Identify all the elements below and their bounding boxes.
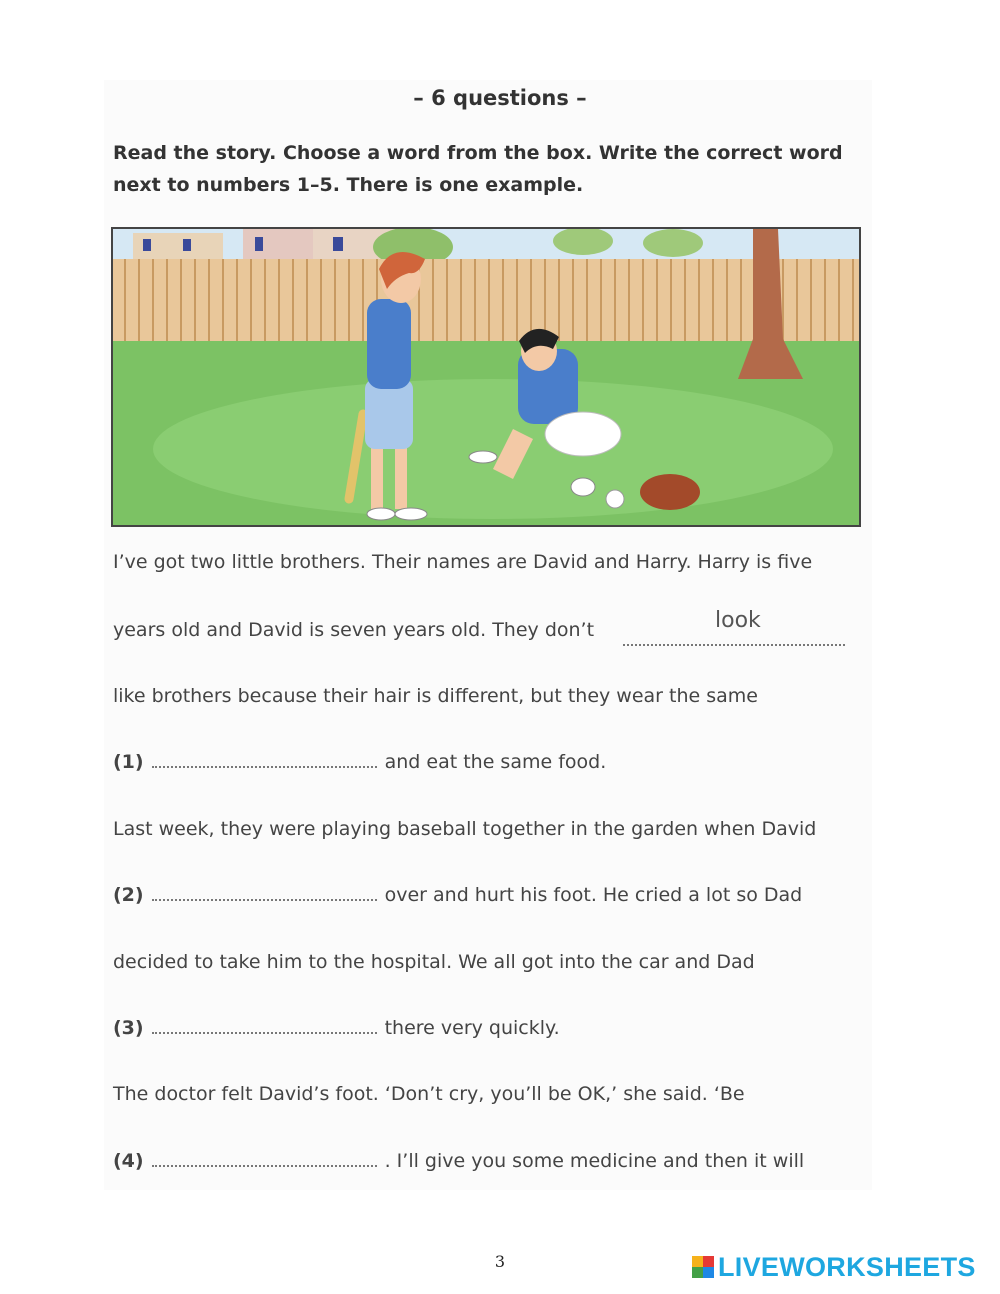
question-2-line	[113, 884, 802, 906]
question-1-text: and eat the same food.	[384, 751, 607, 773]
question-3-line	[113, 1017, 560, 1039]
answer-3-input[interactable]	[152, 1028, 377, 1034]
liveworksheets-logo-text: LIVEWORKSHEETS	[718, 1251, 976, 1282]
example-answer-blank	[623, 644, 845, 646]
liveworksheets-logo[interactable]	[692, 1252, 976, 1282]
question-3-text: there very quickly.	[384, 1017, 560, 1039]
question-4-number: (4)	[113, 1150, 144, 1172]
question-3-number: (3)	[113, 1017, 144, 1039]
questions-heading: – 6 questions –	[413, 86, 587, 110]
question-2-text: over and hurt his foot. He cried a lot so Dad	[384, 884, 803, 906]
story-illustration	[111, 227, 861, 527]
question-1-number: (1)	[113, 751, 144, 773]
story-line-3: like brothers because their hair is different, but they wear the same	[113, 685, 758, 707]
story-line-2: years old and David is seven years old. They don’t	[113, 619, 595, 641]
answer-1-input[interactable]	[152, 762, 377, 768]
story-line-5: Last week, they were playing baseball together in the garden when David	[113, 818, 817, 840]
question-4-line	[113, 1150, 804, 1172]
answer-2-input[interactable]	[152, 895, 377, 901]
question-1-line	[113, 751, 606, 773]
instructions-text: Read the story. Choose a word from the box. Write the correct word next to numbers 1–5. There is one example.	[113, 142, 843, 196]
story-line-1: I’ve got two little brothers. Their names are David and Harry. Harry is five	[113, 551, 813, 573]
example-answer: look	[715, 608, 761, 633]
question-2-number: (2)	[113, 884, 144, 906]
answer-4-input[interactable]	[152, 1161, 377, 1167]
question-4-text: . I’ll give you some medicine and then it will	[384, 1150, 805, 1172]
story-line-7: decided to take him to the hospital. We all got into the car and Dad	[113, 951, 755, 973]
story-line-9: The doctor felt David’s foot. ‘Don’t cry, you’ll be OK,’ she said. ‘Be	[113, 1083, 745, 1105]
page-number: 3	[494, 1252, 506, 1271]
liveworksheets-logo-icon	[692, 1256, 714, 1278]
